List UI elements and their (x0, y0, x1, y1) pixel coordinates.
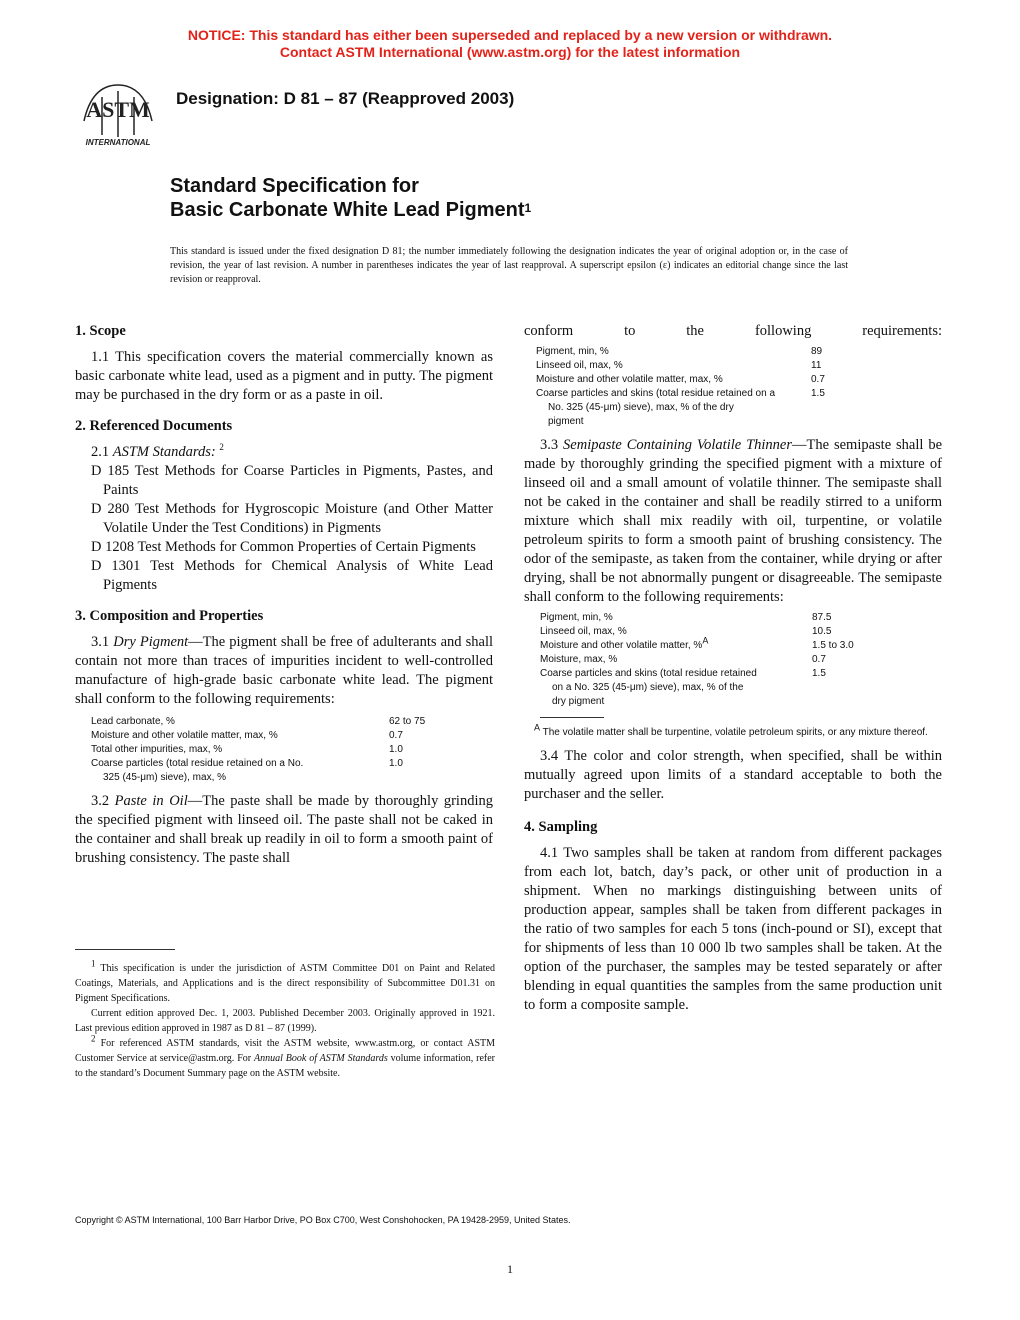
table-row: Coarse particles (total residue retained on a No. 325 (45-μm) sieve), max, % 1.0 (91, 758, 403, 783)
footnote-1b: Current edition approved Dec. 1, 2003. Published December 2003. Originally approved in 1921. Last previous edition approved in 1987 as D 81 – 87 (1999). (75, 1008, 495, 1034)
table-row: Moisture and other volatile matter, max, % 0.7 (536, 374, 825, 385)
table-row: Lead carbonate, % 62 to 75 (91, 716, 426, 727)
right-column (524, 322, 942, 1015)
logo-subtext: INTERNATIONAL (85, 138, 151, 147)
sampling-paragraph: 4.1 Two samples shall be taken at random from different packages from each lot, batch, day’s pack, or other unit of production in a shipment. When no markings distinguishing between units of production appear, samples shall be taken from different packages in the ratio of two samples for each 5 tons (inch-pound or SI), except that for shipments of less than 10 000 lb two samples shall be taken. At the option of the purchaser, the samples may be tested separately or after blending in equal quantities the samples from the same production unit to form a composite sample. (524, 845, 942, 1013)
table-footnote-divider (540, 717, 604, 718)
scope-paragraph: 1.1 This specification covers the material commercially known as basic carbonate white lead, used as a pigment and in putty. The pigment may be purchased in the dry form or as a paste in oil. (75, 349, 493, 403)
page-number: 1 (507, 1262, 513, 1276)
paste-in-oil-paragraph: 3.2 Paste in Oil—The paste shall be made by thoroughly grinding the specified pigment with linseed oil. The paste shall not be caked in the container and shall break up readily in oil to form a smooth paint of brushing consistency. The paste shall (75, 793, 493, 866)
footnote-divider (75, 949, 175, 950)
sampling-heading: 4. Sampling (524, 819, 598, 835)
paste-requirements (524, 345, 942, 429)
semipaste-paragraph: 3.3 Semipaste Containing Volatile Thinner—The semipaste shall be made by thoroughly grinding the specified pigment with a mixture of linseed oil and a small amount of volatile thinner. The semipaste shall not be caked in the container and shall be readily stirred to a uniform mixture which shall mix readily with oil, turpentine, or volatile petroleum spirits to form a smooth paint of brushing consistency. The odor of the semipaste, as taken from the container, while drying or after drying, shall be not abnormally pungent or disagreeable. The semipaste shall conform to the following requirements: (524, 437, 943, 605)
table-row: Linseed oil, max, % 11 (536, 360, 822, 371)
table-row: Moisture, max, % 0.7 (540, 654, 826, 665)
astm-logo (72, 77, 164, 149)
notice-line-2: Contact ASTM International (www.astm.org) for the latest information (279, 44, 741, 60)
ref-d280: D 280 Test Methods for Hygroscopic Moisture (and Other Matter Volatile Under the Test Conditions) in Pigments (91, 501, 493, 536)
footnote-2: $^2$ For referenced ASTM standards, visit the ASTM website, www.astm.org, or contact ASTM Customer Service at service@astm.org. For Annual Book of ASTM Standards volume information, refer to the standard’s Document Summary page on the ASTM website. (75, 1033, 496, 1079)
table-row: Coarse particles and skins (total residue retained on a No. 325 (45-μm) sieve), max, % of the dry pigment 1.5 (540, 668, 826, 707)
dry-pigment-paragraph: 3.1 Dry Pigment—The pigment shall be free of adulterants and shall contain not more than traces of impurities incident to well-controlled manufacture of high-grade basic carbonate white lead. The pigment shall conform to the following requirements: (75, 634, 494, 707)
ref-d1301: D 1301 Test Methods for Chemical Analysis of White Lead Pigments (91, 558, 493, 593)
dry-pigment-requirements (75, 715, 493, 785)
designation: Designation: D 81 – 87 (Reapproved 2003) (176, 89, 515, 108)
logo-text: ASTM (86, 97, 150, 122)
title-line-2: Basic Carbonate White Lead Pigment$^1$ (170, 199, 532, 221)
table-row: Coarse particles and skins (total residue retained on a No. 325 (45-μm) sieve), max, % of the dry pigment 1.5 (536, 388, 825, 427)
document-title (170, 174, 531, 222)
scope-heading: 1. Scope (75, 323, 126, 339)
table-row: Pigment, min, % 87.5 (540, 612, 832, 623)
table-row: Linseed oil, max, % 10.5 (540, 626, 832, 637)
paste-in-oil-continued: conform to the following requirements: (524, 323, 942, 339)
astm-standards-line: 2.1 ASTM Standards: $^2$ (91, 442, 224, 460)
ref-d185: D 185 Test Methods for Coarse Particles in Pigments, Pastes, and Paints (91, 463, 493, 498)
referenced-docs-heading: 2. Referenced Documents (75, 418, 233, 434)
issuance-statement: This standard is issued under the fixed designation D 81; the number immediately following the designation indicates the year of original adoption or, in the case of revision, the year of last revision. A number in parentheses indicates the year of last reapproval. A superscript epsilon (ε) indicates an editorial change since the last revision or reapproval. (170, 246, 848, 285)
color-strength-paragraph: 3.4 The color and color strength, when specified, shall be within mutually agreed upon limits of a standard acceptable to both the purchaser and the seller. (524, 748, 942, 802)
table-row: Total other impurities, max, % 1.0 (91, 744, 403, 755)
footnotes (75, 958, 496, 1081)
table-row: Moisture and other volatile matter, max, % 0.7 (91, 730, 403, 741)
table-row: Moisture and other volatile matter, %$^A$ 1.5 to 3.0 (540, 635, 854, 651)
table-footnote: $^A$ The volatile matter shall be turpentine, volatile petroleum spirits, or any mixture thereof. (534, 722, 928, 738)
composition-heading: 3. Composition and Properties (75, 608, 264, 624)
notice-line-1: NOTICE: This standard has either been superseded and replaced by a new version or withdrawn. (187, 27, 833, 43)
table-row: Pigment, min, % 89 (536, 346, 823, 357)
title-footnote-mark: 1 (524, 201, 532, 215)
copyright: Copyright © ASTM International, 100 Barr Harbor Drive, PO Box C700, West Conshohocken, PA 19428-2959, United States. (75, 1215, 571, 1225)
footnote-1: $^1$ This specification is under the jurisdiction of ASTM Committee D01 on Paint and Related Coatings, Materials, and Applications and is the direct responsibility of Subcommittee D01.31 on Pigment Specifications. (75, 958, 495, 1004)
ref-d1208: D 1208 Test Methods for Common Properties of Certain Pigments (91, 539, 476, 555)
left-column (75, 322, 493, 868)
supersede-notice (0, 27, 1020, 61)
title-line-1: Standard Specification for (170, 175, 419, 197)
semipaste-requirements (524, 611, 942, 740)
